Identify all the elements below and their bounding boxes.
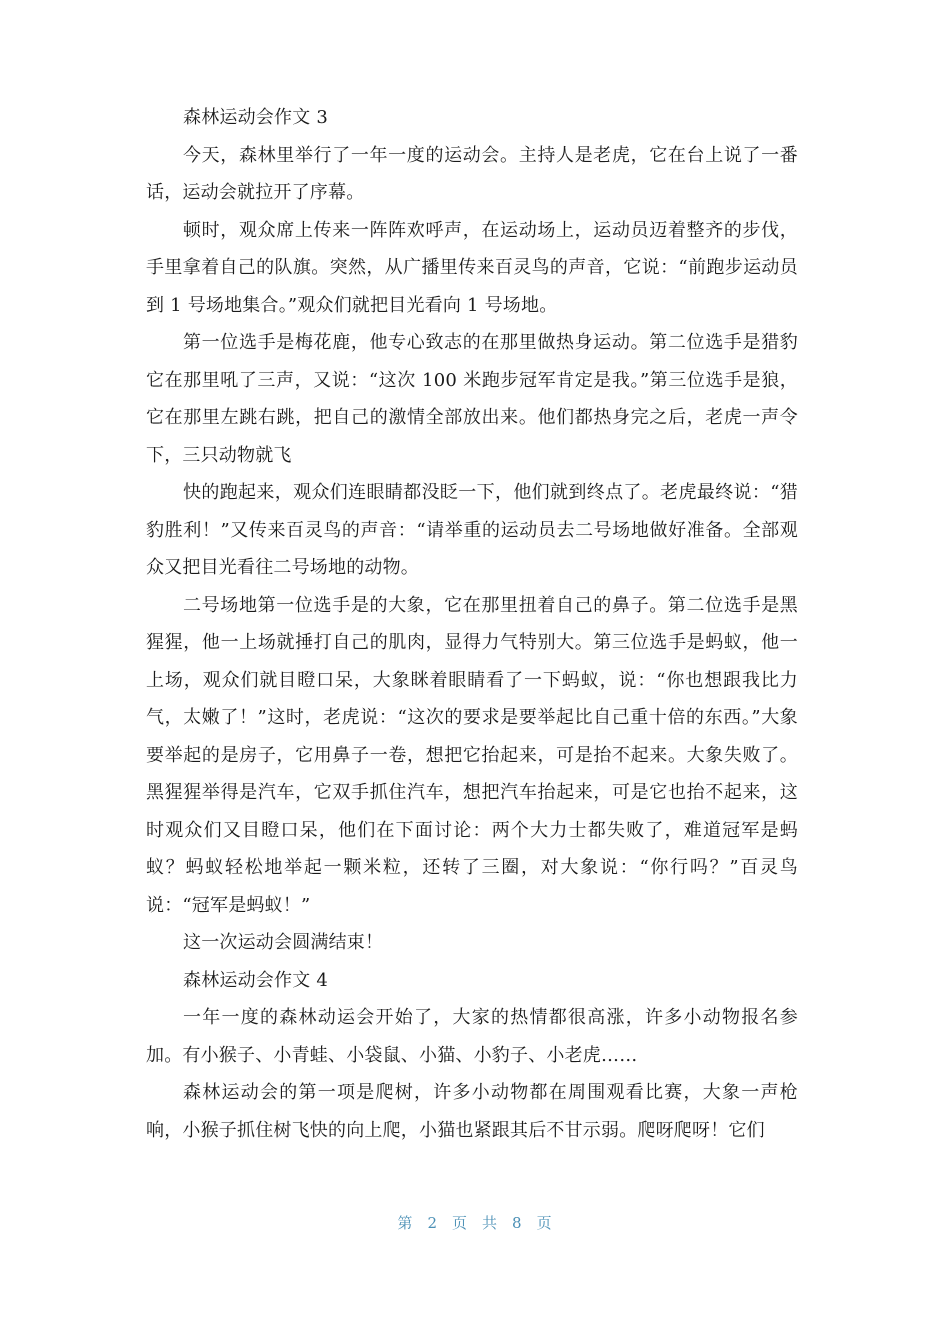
- paragraph: 这一次运动会圆满结束！: [183, 932, 384, 953]
- paragraph: 快的跑起来，观众们连眼睛都没眨一下，他们就到终点了。老虎最终说：“猎豹胜利！”又传来百灵鸟的声音：“请举重的运动员去二号场地做好准备。全部观众又把目光看往二号场地的动物。: [146, 482, 798, 578]
- footer-label-mid-char: 页: [451, 1214, 468, 1232]
- footer-total-pages: 8: [512, 1214, 523, 1232]
- paragraph: 森林运动会的第一项是爬树，许多小动物都在周围观看比赛，大象一声枪响，小猴子抓住树飞快的向上爬，小猫也紧跟其后不甘示弱。爬呀爬呀！它们: [146, 1082, 798, 1141]
- paragraph: 今天，森林里举行了一年一度的运动会。主持人是老虎，它在台上说了一番话，运动会就拉开了序幕。: [146, 144, 798, 203]
- section-heading: 森林运动会作文 4: [183, 969, 328, 991]
- paragraph: 一年一度的森林动运会开始了，大家的热情都很高涨，许多小动物报名参加。有小猴子、小青蛙、小袋鼠、小猫、小豹子、小老虎……: [146, 1007, 798, 1066]
- footer-page-number: 2: [427, 1214, 438, 1232]
- page-footer: [0, 1212, 950, 1233]
- paragraph: 二号场地第一位选手是的大象，它在那里扭着自己的鼻子。第二位选手是黑猩猩，他一上场就捶打自己的肌肉，显得力气特别大。第三位选手是蚂蚁，他一上场，观众们就目瞪口呆，大象眯着眼睛看了一下蚂蚁，说：“你也想跟我比力气，太嫩了！”这时，老虎说：“这次的要求是要举起比自己重十倍的东西。”大象要举起的是房子，它用鼻子一卷，想把它抬起来，可是抬不起来。大象失败了。黑猩猩举得是汽车，它双手抓住汽车，想把汽车抬起来，可是它也抬不起来，这时观众们又目瞪口呆，他们在下面讨论：两个大力士都失败了，难道冠军是蚂蚁？蚂蚁轻松地举起一颗米粒，还转了三圈，对大象说：“你行吗？”百灵鸟说：“冠军是蚂蚁！”: [146, 594, 798, 916]
- footer-label-suffix: 页: [536, 1214, 553, 1232]
- paragraph: 顿时，观众席上传来一阵阵欢呼声，在运动场上，运动员迈着整齐的步伐，手里拿着自己的队旗。突然，从广播里传来百灵鸟的声音，它说：“前跑步运动员到 1 号场地集合。”观众们就把目光看向 1 号场地。: [146, 219, 798, 316]
- paragraph: 第一位选手是梅花鹿，他专心致志的在那里做热身运动。第二位选手是猎豹它在那里吼了三声，又说：“这次 100 米跑步冠军肯定是我。”第三位选手是狼，它在那里左跳右跳，把自己的激情全部放出来。他们都热身完之后，老虎一声令下，三只动物就飞: [146, 332, 798, 466]
- footer-label-mid: [452, 1214, 498, 1232]
- document-body: [146, 99, 798, 1149]
- section-heading: 森林运动会作文 3: [183, 107, 328, 128]
- footer-label-prefix: 第: [397, 1214, 414, 1232]
- footer-label-mid-char: 共: [482, 1214, 499, 1232]
